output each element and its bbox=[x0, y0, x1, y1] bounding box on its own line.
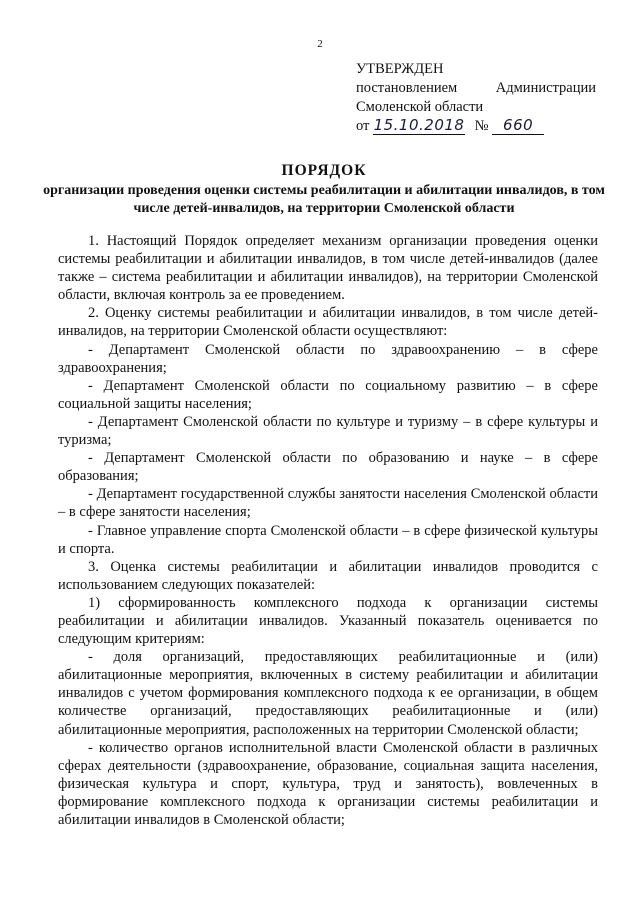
criterion-count: - количество органов исполнительной власти Смоленской области в различных сферах деятельности (здравоохранение, образование, социальная защита населения, физическая культура и спорт, культура, труд и занятость), вовлеченных в формирование комплексного подхода к организации системы реабилитации и абилитации инвалидов в Смоленской области; bbox=[58, 739, 598, 828]
document-body bbox=[58, 232, 598, 829]
handwritten-date: 15.10.2018 bbox=[373, 116, 465, 134]
list-item-social: - Департамент Смоленской области по социальному развитию – в сфере социальной защиты населения; bbox=[58, 377, 598, 412]
paragraph-2: 2. Оценку системы реабилитации и абилитации инвалидов, в том числе детей-инвалидов, на территории Смоленской области осуществляют: bbox=[58, 305, 598, 340]
date-field bbox=[373, 117, 465, 135]
approval-date-line bbox=[356, 117, 596, 136]
page-number: 2 bbox=[317, 38, 323, 50]
number-prefix: № bbox=[474, 118, 489, 134]
criterion-share: - доля организаций, предоставляющих реабилитационные и (или) абилитационные мероприятия, включенных в систему реабилитации и абилитации инвалидов с учетом формирования комплексного подхода к ее организации, в общем количестве организаций, предоставляющих реабилитационные и (или) абилитационные мероприятия, расположенных на территории Смоленской области; bbox=[58, 649, 598, 738]
approval-line1-left: постановлением bbox=[356, 80, 458, 96]
document-title: ПОРЯДОК bbox=[281, 162, 367, 179]
approval-title: УТВЕРЖДЕН bbox=[356, 61, 444, 77]
approval-line1 bbox=[356, 79, 596, 98]
list-item-employment: - Департамент государственной службы занятости населения Смоленской области – в сфере занятости населения; bbox=[58, 486, 598, 521]
date-prefix: от bbox=[356, 118, 370, 134]
approval-line1-right: Администрации bbox=[495, 80, 596, 96]
number-field bbox=[492, 117, 544, 135]
list-item-culture: - Департамент Смоленской области по культуре и туризму – в сфере культуры и туризма; bbox=[58, 413, 598, 449]
document-heading bbox=[40, 162, 608, 218]
paragraph-3: 3. Оценка системы реабилитации и абилитации инвалидов проводится с использованием следующих показателей: bbox=[58, 558, 598, 593]
approval-block bbox=[356, 60, 596, 136]
list-item-sport: - Главное управление спорта Смоленской области – в сфере физической культуры и спорта. bbox=[58, 522, 598, 557]
list-item-health: - Департамент Смоленской области по здравоохранению – в сфере здравоохранения; bbox=[58, 341, 598, 376]
approval-line2: Смоленской области bbox=[356, 99, 484, 115]
document-subtitle: организации проведения оценки системы реабилитации и абилитации инвалидов, в том числе детей-инвалидов, на территории Смоленской области bbox=[43, 183, 605, 216]
handwritten-number: 660 bbox=[503, 116, 534, 134]
list-item-education: - Департамент Смоленской области по образованию и науке – в сфере образования; bbox=[58, 450, 598, 485]
paragraph-1: 1. Настоящий Порядок определяет механизм организации проведения оценки системы реабилитации и абилитации инвалидов, в том числе детей-инвалидов (далее также – система реабилитации и абилитации инвалидов), на территории Смоленской области, включая контроль за ее проведением. bbox=[58, 233, 598, 304]
indicator-1: 1) сформированность комплексного подхода к организации системы реабилитации и абилитации инвалидов. Указанный показатель оценивается по следующим критериям: bbox=[58, 594, 598, 648]
